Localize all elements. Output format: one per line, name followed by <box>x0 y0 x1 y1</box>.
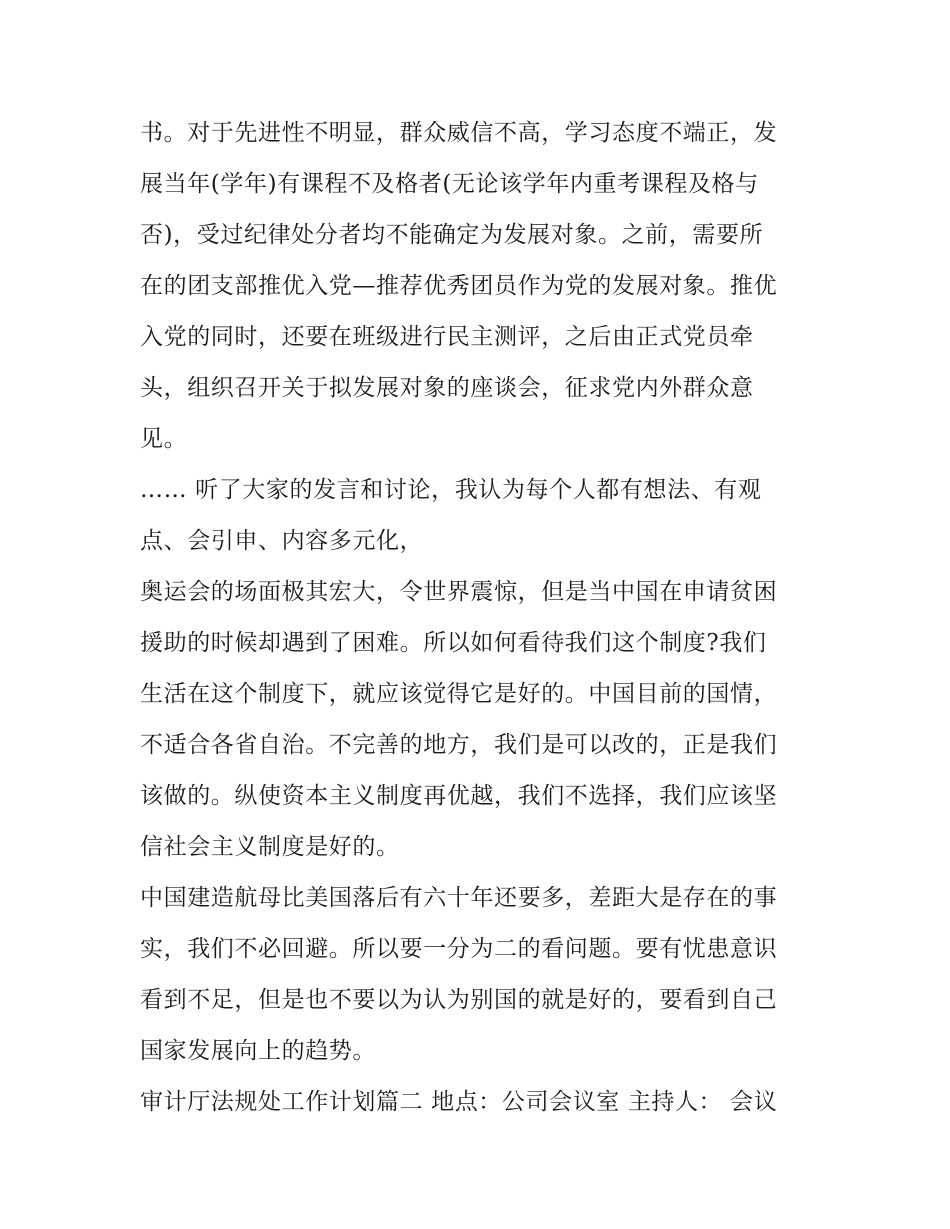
text-line: 信社会主义制度是好的。 <box>140 834 400 860</box>
text-line: 不适合各省自治。不完善的地方，我们是可以改的，正是我们 <box>140 732 778 758</box>
body-text <box>140 108 820 1128</box>
text-line: 奥运会的场面极其宏大，令世界震惊，但是当中国在申请贫困 <box>140 579 778 605</box>
text-line: 国家发展向上的趋势。 <box>140 1038 376 1064</box>
text-line: 看到不足，但是也不要以为认为别国的就是好的，要看到自己 <box>140 987 778 1013</box>
text-line: 头，组织召开关于拟发展对象的座谈会，征求党内外群众意 <box>140 375 754 401</box>
text-line: 实，我们不必回避。所以要一分为二的看问题。要有忧患意识 <box>140 936 778 962</box>
text-line: 展当年(学年)有课程不及格者(无论该学年内重考课程及格与 <box>140 171 759 197</box>
text-line: 入党的同时，还要在班级进行民主测评，之后由正式党员牵 <box>140 324 754 350</box>
text-line: 点、会引申、内容多元化， <box>140 528 424 554</box>
text-line: 该做的。纵使资本主义制度再优越，我们不选择，我们应该坚 <box>140 783 778 809</box>
text-line: 书。对于先进性不明显，群众威信不高，学习态度不端正，发 <box>140 120 778 146</box>
text-line: …… 听了大家的发言和讨论，我认为每个人都有想法、有观 <box>140 477 762 503</box>
text-line: 生活在这个制度下，就应该觉得它是好的。中国目前的国情， <box>140 681 778 707</box>
text-line: 否)，受过纪律处分者均不能确定为发展对象。之前，需要所 <box>140 222 764 248</box>
text-line: 审计厅法规处工作计划篇二 地点：公司会议室 主持人： 会议 <box>140 1089 778 1115</box>
text-line: 在的团支部推优入党—推荐优秀团员作为党的发展对象。推优 <box>140 273 778 299</box>
text-line: 中国建造航母比美国落后有六十年还要多，差距大是存在的事 <box>140 885 778 911</box>
text-line: 见。 <box>140 426 188 452</box>
text-line: 援助的时候却遇到了困难。所以如何看待我们这个制度?我们 <box>140 630 767 656</box>
